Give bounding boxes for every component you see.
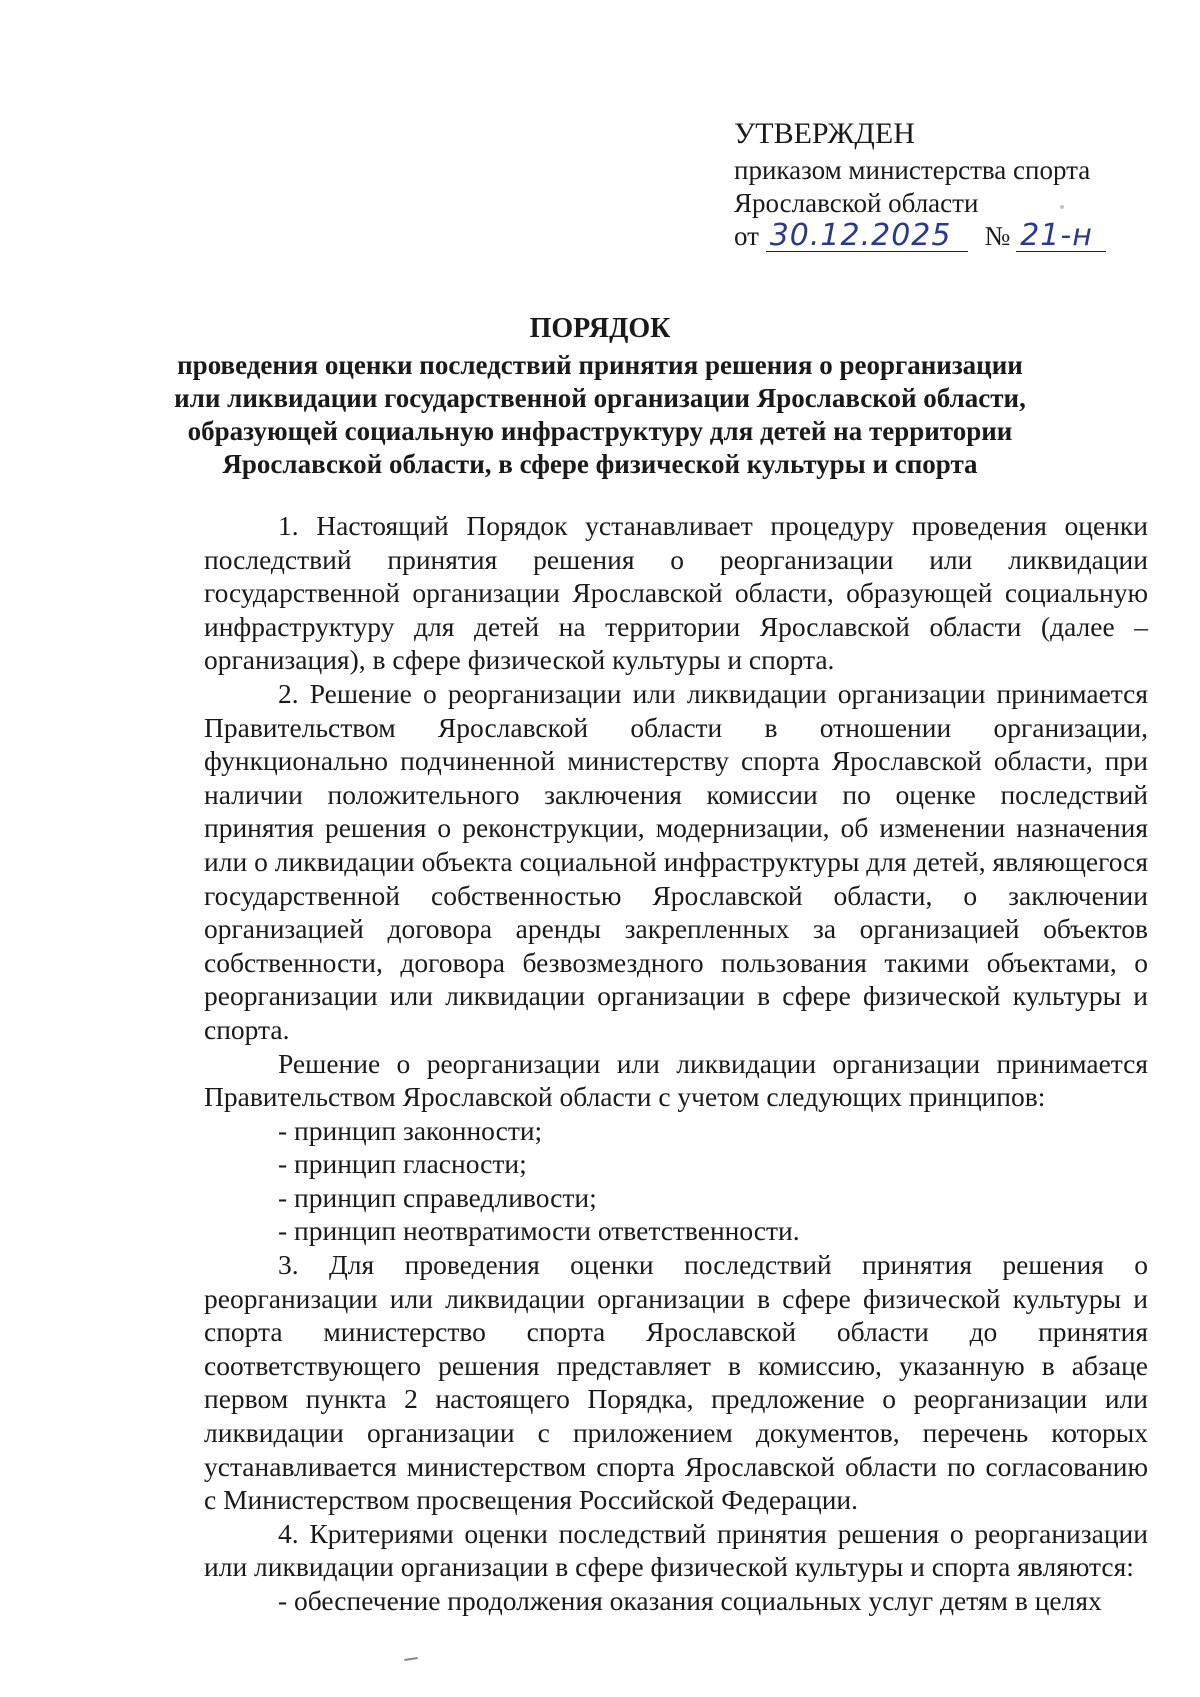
handwritten-number: 21-н — [1016, 221, 1106, 252]
approval-date-line — [734, 220, 1154, 253]
paragraph-2: 2. Решение о реорганизации или ликвидации организации принимается Правительством Ярославской области в отношении организации, функционально подчиненной министерству спорта Ярославской области, при наличии положительного заключения комиссии по оценке последствий принятия решения о реконструкции, модернизации, об изменении назначения или о ликвидации объекта социальной инфраструктуры для детей, являющегося государственной собственностью Ярославской области, о заключении организацией договора аренды закрепленных за организацией объектов собственности, договора безвозмездного пользования такими объектами, о реорганизации или ликвидации организации в сфере физической культуры и спорта. — [204, 677, 1148, 1045]
approval-line-2: Ярославской области — [734, 188, 979, 218]
subtitle-line: или ликвидации государственной организации Ярославской области, — [174, 383, 1026, 413]
number-prefix: № — [984, 221, 1011, 251]
approval-block — [734, 116, 1154, 253]
subtitle-line: Ярославской области, в сфере физической культуры и спорта — [222, 449, 978, 479]
approval-line-1: приказом министерства спорта — [734, 155, 1091, 185]
title-main: ПОРЯДОК — [529, 313, 671, 344]
principle-item: - принцип неотвратимости ответственности. — [278, 1215, 800, 1247]
paragraph-1: 1. Настоящий Порядок устанавливает процедуру проведения оценки последствий принятия решения о реорганизации или ликвидации государственной организации Ярославской области, образующей социальную инфраструктуру для детей на территории Ярославской области (далее – организация), в сфере физической культуры и спорта. — [204, 510, 1148, 676]
date-prefix: от — [734, 221, 759, 251]
paragraph-4: 4. Критериями оценки последствий принятия решения о реорганизации или ликвидации организации в сфере физической культуры и спорта являются: — [204, 1517, 1148, 1583]
document-body — [204, 509, 1148, 1618]
subtitle-line: образующей социальную инфраструктуру для детей на территории — [187, 416, 1013, 446]
document-title — [0, 312, 1200, 481]
criteria-item: - обеспечение продолжения оказания социальных услуг детям в целях — [278, 1585, 1102, 1616]
paragraph-2-principles-intro: Решение о реорганизации или ликвидации организации принимается Правительством Ярославской области с учетом следующих принципов: — [204, 1047, 1148, 1113]
principle-item: - принцип справедливости; — [278, 1181, 597, 1213]
scan-mark — [404, 1657, 418, 1661]
subtitle-line: проведения оценки последствий принятия решения о реорганизации — [177, 350, 1023, 380]
handwritten-date: 30.12.2025 — [766, 221, 968, 252]
approval-heading: УТВЕРЖДЕН — [734, 117, 915, 150]
paragraph-3: 3. Для проведения оценки последствий принятия решения о реорганизации или ликвидации организации в сфере физической культуры и спорта министерство спорта Ярославской области до принятия соответствующего решения представляет в комиссию, указанную в абзаце первом пункта 2 настоящего Порядка, предложение о реорганизации или ликвидации организации с приложением документов, перечень которых устанавливается министерством спорта Ярославской области по согласованию с Министерством просвещения Российской Федерации. — [204, 1249, 1148, 1516]
principle-item: - принцип законности; — [278, 1114, 543, 1146]
principle-item: - принцип гласности; — [278, 1148, 527, 1180]
